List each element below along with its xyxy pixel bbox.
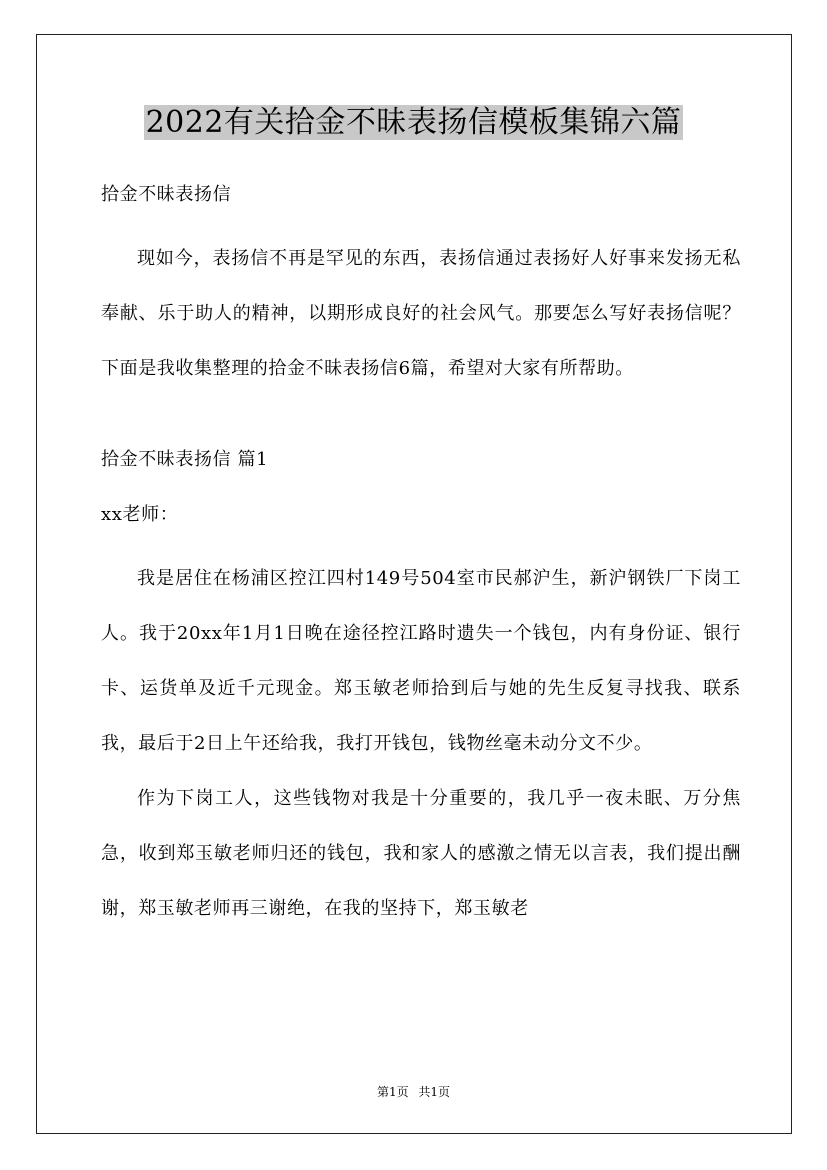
page-footer: [0, 1083, 827, 1100]
page-total: 共1页: [418, 1085, 451, 1099]
intro-paragraph: 现如今，表扬信不再是罕见的东西，表扬信通过表扬好人好事来发扬无私奉献、乐于助人的精神，以期形成良好的社会风气。那要怎么写好表扬信呢？下面是我收集整理的拾金不昧表扬信6篇，希望对大家有所帮助。: [101, 248, 741, 379]
document-body: [101, 176, 741, 936]
page-number: 第1页: [376, 1085, 409, 1099]
document-title-wrapper: [0, 104, 827, 142]
section-heading: 拾金不昧表扬信 篇1: [101, 449, 269, 470]
body-paragraph-1: 我是居住在杨浦区控江四村149号504室市民郝沪生，新沪钢铁厂下岗工人。我于20xx年1月1日晚在途径控江路时遗失一个钱包，内有身份证、银行卡、运货单及近千元现金。郑玉敏老师拾到后与她的先生反复寻找我、联系我，最后于2日上午还给我，我打开钱包，钱物丝毫未动分文不少。: [101, 568, 741, 754]
document-title: 2022有关拾金不昧表扬信模板集锦六篇: [145, 105, 682, 140]
body-paragraph-2: 作为下岗工人，这些钱物对我是十分重要的，我几乎一夜未眠、万分焦急，收到郑玉敏老师归还的钱包，我和家人的感激之情无以言表，我们提出酬谢，郑玉敏老师再三谢绝，在我的坚持下，郑玉敏老: [101, 788, 741, 919]
salutation: xx老师：: [101, 504, 179, 525]
intro-heading: 拾金不昧表扬信: [101, 184, 232, 205]
